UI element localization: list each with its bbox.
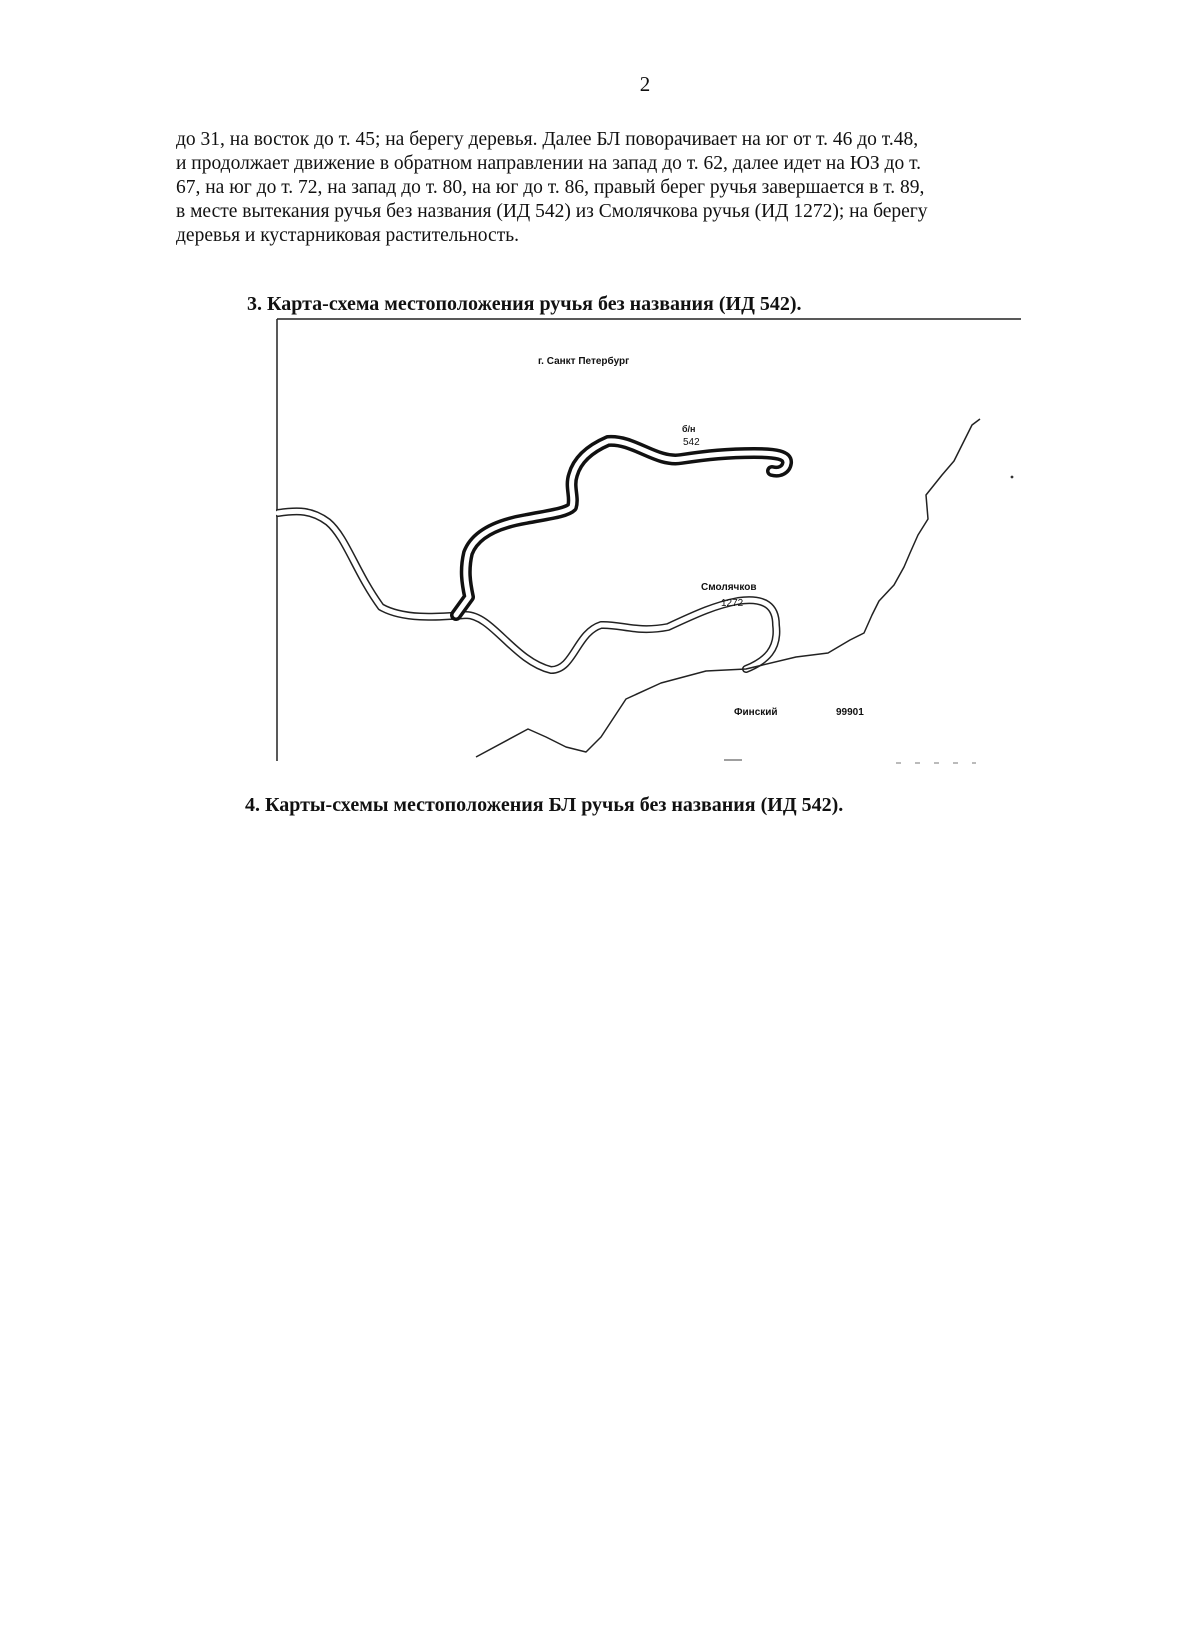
city-label: г. Санкт Петербург xyxy=(538,356,630,367)
creek-name-label: Смолячков xyxy=(701,582,757,593)
map-drawing xyxy=(276,315,1021,765)
section-4-heading: 4. Карты-схемы местоположения БЛ ручья без названия (ИД 542). xyxy=(245,794,844,816)
paragraph-line: 67, на юг до т. 72, на запад до т. 80, на юг до т. 86, правый берег ручья завершается в т. 89, xyxy=(176,177,925,198)
gulf-name-label: Финский xyxy=(734,707,778,718)
body-paragraph xyxy=(176,128,1114,248)
paragraph-line: и продолжает движение в обратном направлении на запад до т. 62, далее идет на ЮЗ до т. xyxy=(176,153,921,174)
paragraph-line: в месте вытекания ручья без названия (ИД 542) из Смолячкова ручья (ИД 1272); на берегу xyxy=(176,201,928,222)
location-map-figure xyxy=(276,315,1021,765)
section-3-heading: 3. Карта-схема местоположения ручья без названия (ИД 542). xyxy=(247,293,802,315)
creek-id-label: 1272 xyxy=(721,598,744,609)
stream-id-label: 542 xyxy=(683,437,700,448)
paragraph-line: деревья и кустарниковая растительность. xyxy=(176,225,519,246)
paragraph-line: до 31, на восток до т. 45; на берегу деревья. Далее БЛ поворачивает на юг от т. 46 до т.48, xyxy=(176,129,919,150)
gulf-id-label: 99901 xyxy=(836,707,864,718)
page-number: 2 xyxy=(639,72,651,96)
stream-name-label: б/н xyxy=(682,424,696,434)
map-tick-mark xyxy=(1011,476,1014,479)
